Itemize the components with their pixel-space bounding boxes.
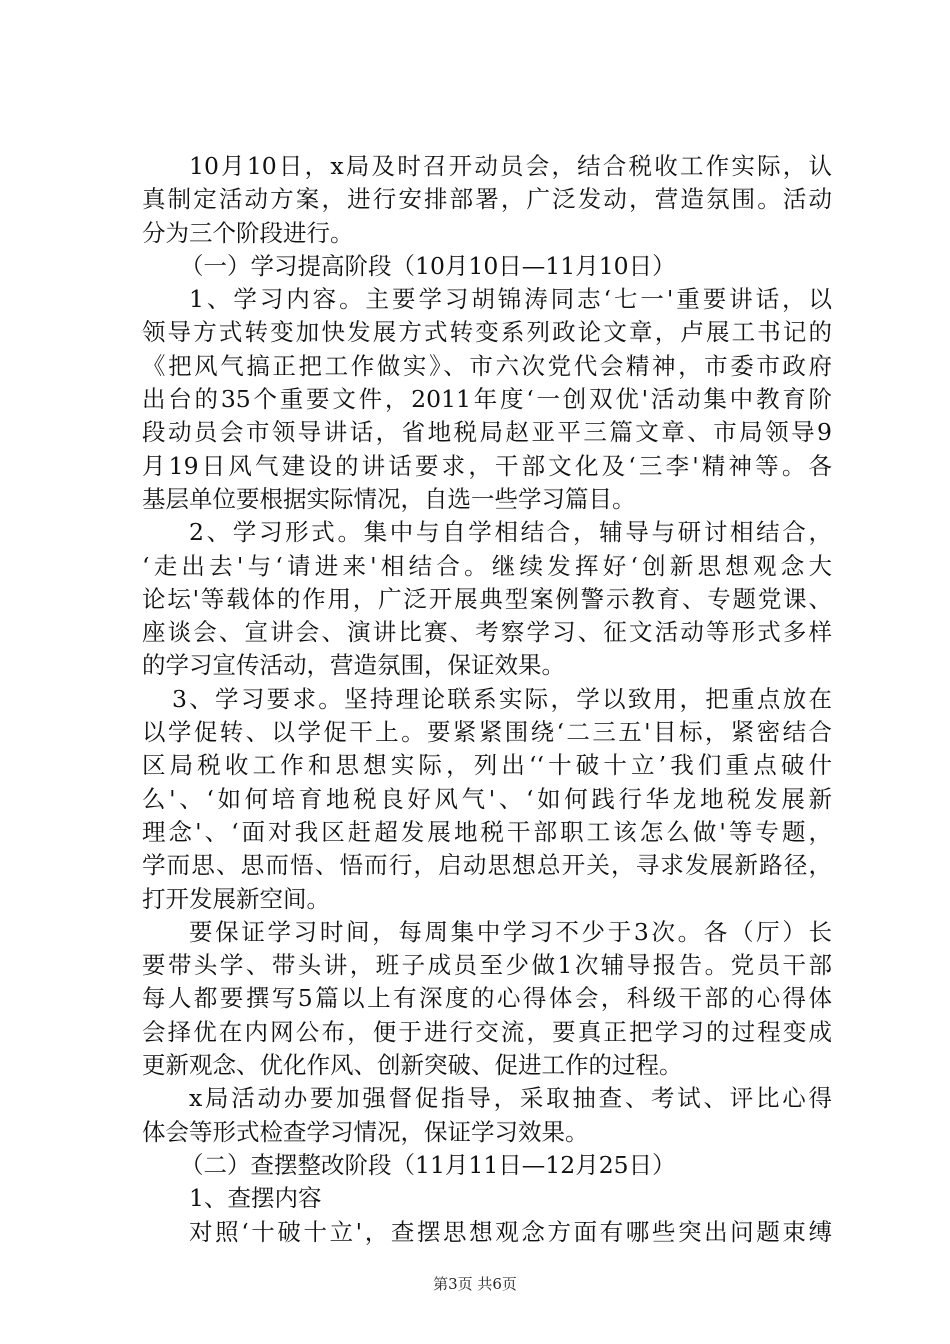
page-footer <box>0 1273 950 1294</box>
text-line: 要带头学、带头讲，班子成员至少做1次辅导报告。党员干部 <box>142 951 832 980</box>
text-line: 分为三个阶段进行。 <box>142 218 354 247</box>
text-line: （二）查摆整改阶段（11月11日—12月25日） <box>180 1150 676 1179</box>
document-body <box>142 150 832 1249</box>
text-line: 1、查摆内容 <box>189 1184 322 1213</box>
text-line: 出台的35个重要文件，2011年度‘一创双优'活动集中教育阶 <box>142 385 832 414</box>
text-line: 要保证学习时间，每周集中学习不少于3次。各（厅）长 <box>189 917 832 946</box>
text-line: 真制定活动方案，进行安排部署，广泛发动，营造氛围。活动 <box>142 185 832 214</box>
text-line: 3、学习要求。坚持理论联系实际，学以致用，把重点放在 <box>172 684 832 713</box>
text-line: 学而思、思而悟、悟而行，启动思想总开关，寻求发展新路径， <box>142 851 832 880</box>
text-line: 2、学习形式。集中与自学相结合，辅导与研讨相结合， <box>189 518 832 547</box>
text-line: 更新观念、优化作风、创新突破、促进工作的过程。 <box>142 1051 683 1080</box>
text-line: 打开发展新空间。 <box>142 884 330 913</box>
text-line: 对照‘十破十立'，查摆思想观念方面有哪些突出问题束缚 <box>189 1217 832 1246</box>
text-line: ‘走出去'与‘请进来'相结合。继续发挥好‘创新思想观念大 <box>142 551 832 580</box>
text-line: 么'、‘如何培育地税良好风气'、‘如何践行华龙地税发展新 <box>142 784 832 813</box>
text-line: x局活动办要加强督促指导，采取抽查、考试、评比心得 <box>189 1084 832 1113</box>
text-line: 座谈会、宣讲会、演讲比赛、考察学习、征文活动等形式多样 <box>142 618 832 647</box>
text-line: 月19日风气建设的讲话要求，干部文化及‘三李'精神等。各 <box>142 451 832 480</box>
text-line: （一）学习提高阶段（10月10日—11月10日） <box>180 251 676 280</box>
text-line: 领导方式转变加快发展方式转变系列政论文章，卢展工书记的 <box>142 318 832 347</box>
text-line: 区局税收工作和思想实际，列出‘‘十破十立’我们重点破什 <box>142 751 832 780</box>
page-number: 第3页 共6页 <box>433 1275 517 1293</box>
text-line: 段动员会市领导讲话，省地税局赵亚平三篇文章、市局领导9 <box>142 418 832 447</box>
text-line: 《把风气搞正把工作做实》、市六次党代会精神，市委市政府 <box>142 351 832 380</box>
text-line: 会择优在内网公布，便于进行交流，要真正把学习的过程变成 <box>142 1017 832 1046</box>
text-line: 体会等形式检查学习情况，保证学习效果。 <box>142 1117 589 1146</box>
text-line: 理念'、‘面对我区赶超发展地税干部职工该怎么做'等专题， <box>142 817 832 846</box>
text-line: 论坛'等载体的作用，广泛开展典型案例警示教育、专题党课、 <box>142 584 832 613</box>
text-line: 每人都要撰写5篇以上有深度的心得体会，科级干部的心得体 <box>142 984 832 1013</box>
text-line: 10月10日，x局及时召开动员会，结合税收工作实际，认 <box>189 152 832 180</box>
text-line: 以学促转、以学促干上。要紧紧围绕‘二三五'目标，紧密结合 <box>142 718 832 747</box>
text-line: 1、学习内容。主要学习胡锦涛同志‘七一'重要讲话，以 <box>189 285 832 314</box>
text-line: 的学习宣传活动，营造氛围，保证效果。 <box>142 651 565 680</box>
text-line: 基层单位要根据实际情况，自选一些学习篇目。 <box>142 484 636 513</box>
